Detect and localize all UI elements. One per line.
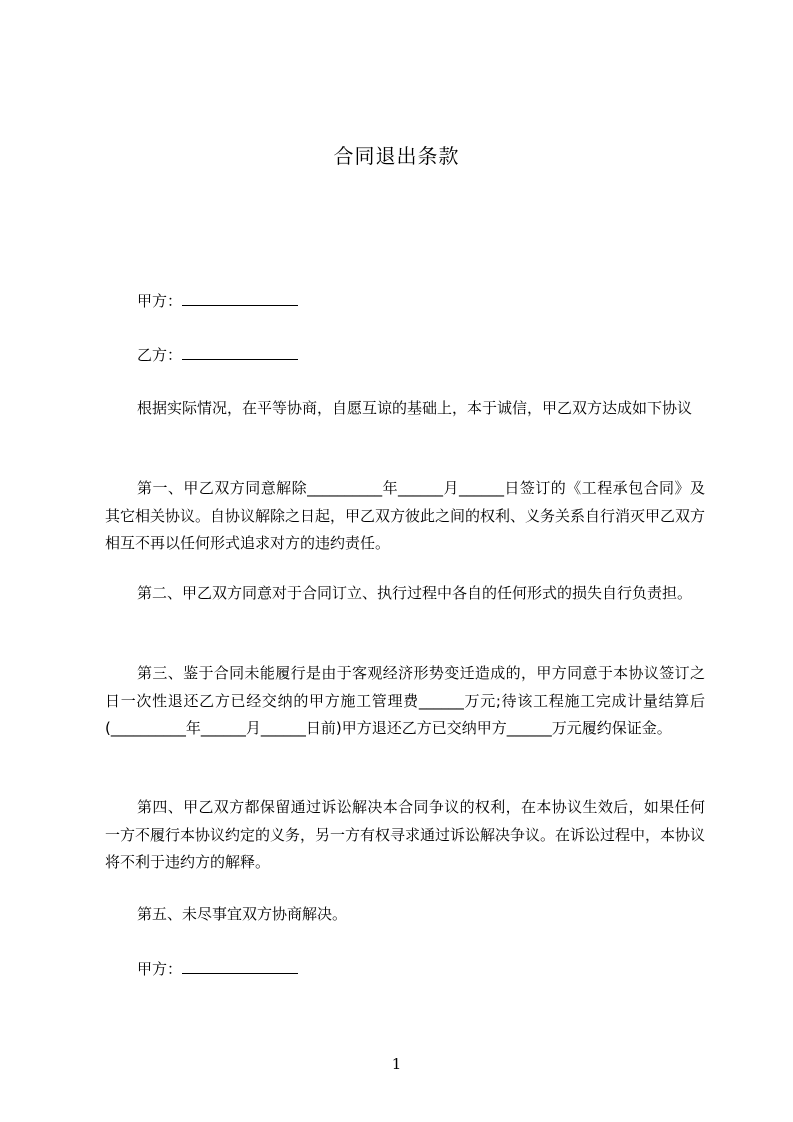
page-number: 1: [391, 1055, 402, 1073]
clause-4-paragraph: 第四、甲乙双方都保留通过诉讼解决本合同争议的权利，在本协议生效后，如果任何一方不履行本协议约定的义务，另一方有权寻求通过诉讼解决争议。在诉讼过程中，本协议将不利于违约方的解释。: [105, 798, 706, 871]
intro-paragraph: 根据实际情况，在平等协商，自愿互谅的基础上，本于诚信，甲乙双方达成如下协议: [137, 399, 693, 417]
document-title: 合同退出条款: [333, 144, 460, 168]
signature-party-a-line: [137, 959, 298, 979]
signature-party-a-blank: [182, 959, 298, 974]
party-b-label: 乙方：: [137, 346, 183, 364]
clause-5-paragraph: 第五、未尽事宜双方协商解决。: [137, 905, 348, 923]
clause-2-paragraph: 第二、甲乙双方同意对于合同订立、执行过程中各自的任何形式的损失自行负责担。: [137, 584, 693, 602]
party-a-line: [137, 291, 298, 311]
party-a-blank: [182, 291, 298, 306]
clause-1-paragraph: 第一、甲乙双方同意解除__________年______月______日签订的《工程承包合同》及其它相关协议。自协议解除之日起，甲乙双方彼此之间的权利、义务关系自行消灭甲乙双方相互不再以任何形式追求对方的违约责任。: [105, 479, 706, 552]
clause-3-paragraph: 第三、鉴于合同未能履行是由于客观经济形势变迁造成的，甲方同意于本协议签订之日一次性退还乙方已经交纳的甲方施工管理费______万元;待该工程施工完成计量结算后(__________年______月______日前)甲方退还乙方已交纳甲方______万元履约保证金。: [105, 664, 705, 737]
party-a-label: 甲方：: [137, 292, 183, 310]
party-b-blank: [182, 345, 298, 360]
party-b-line: [137, 345, 298, 365]
signature-party-a-label: 甲方：: [137, 960, 183, 978]
